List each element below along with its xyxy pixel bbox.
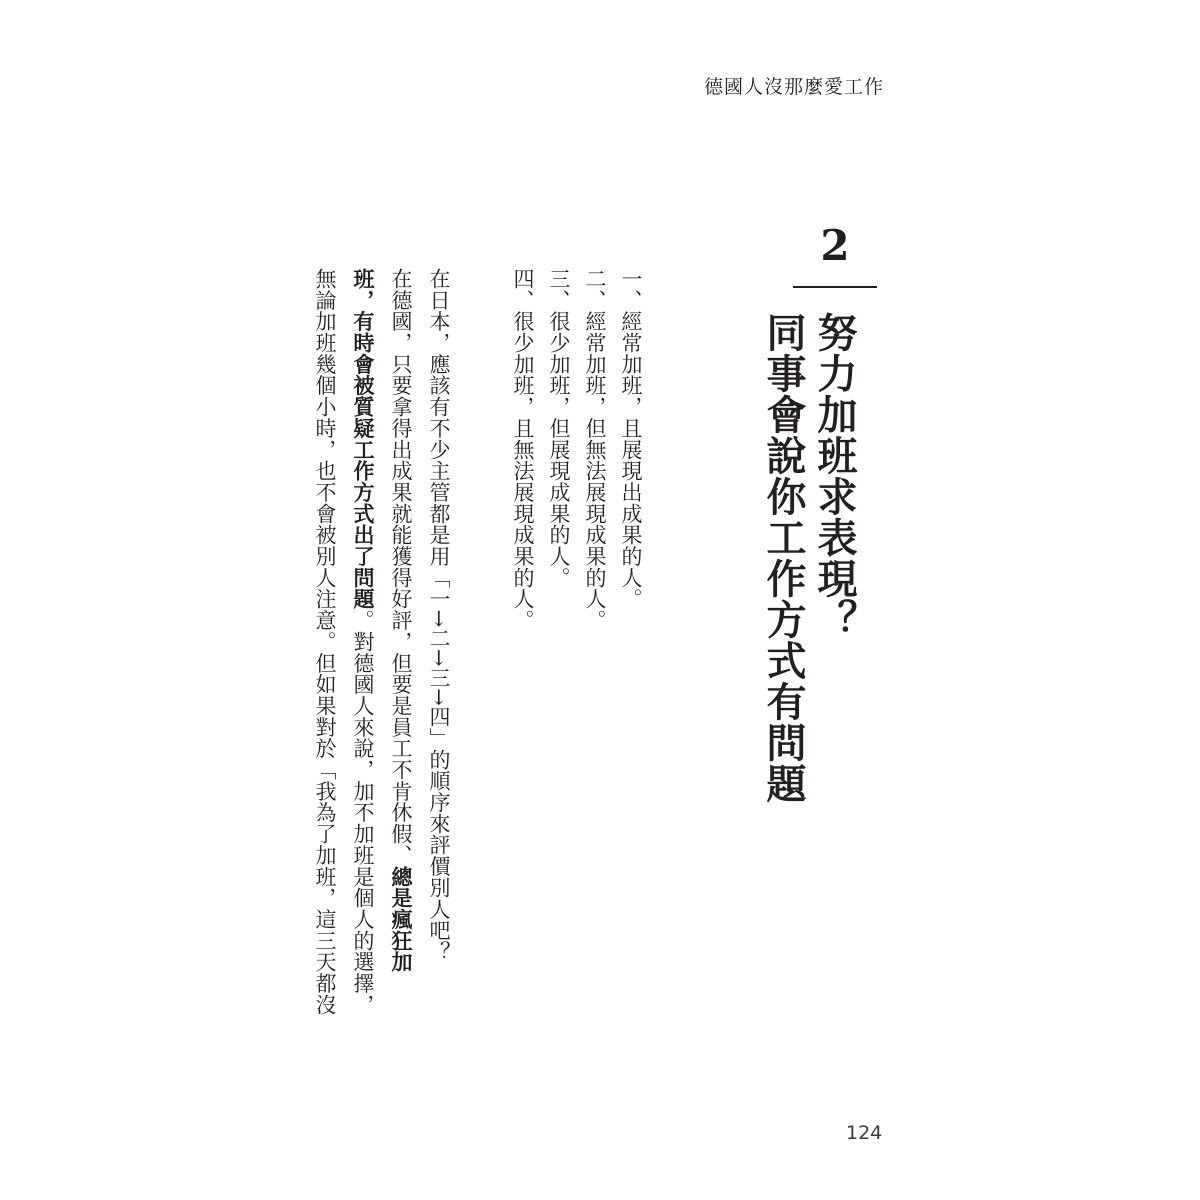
list-item-2: 二、經常加班，但無法展現成果的人。 [583,268,607,631]
list-item-1: 一、經常加班，且展現出成果的人。 [619,268,643,610]
list-item-4: 四、很少加班，且無法展現成果的人。 [511,268,535,631]
body-text: 。對德國人來說，加不加班是個人的選擇， [351,609,375,1016]
list-item-3: 三、很少加班，但展現成果的人。 [547,268,571,589]
running-header: 德國人沒那麼愛工作 [703,76,884,98]
page-number: 124 [846,1122,883,1144]
chapter-title-line-2: 同事會說你工作方式有問題 [760,312,807,804]
bold-emphasis: 班，有時會被質疑工作方式出了問題 [351,268,375,610]
body-text: 在德國，只要拿得出成果就能獲得好評，但要是員工不肯休假、 [389,268,413,866]
chapter-number: 2 [820,221,850,270]
body-paragraph-1: 在日本，應該有不少主管都是用「一→二→三→四」的順序來評價別人吧？ [427,268,451,963]
body-paragraph-2-line-1 [390,268,411,973]
bold-emphasis: 總是瘋狂加 [389,865,413,973]
body-paragraph-2-line-2 [352,268,373,1015]
body-paragraph-3: 無論加班幾個小時，也不會被別人注意。但如果對於「我為了加班，這三天都沒 [313,268,337,1016]
chapter-title-line-1: 努力加班求表現？ [811,312,858,640]
chapter-divider [793,286,877,288]
